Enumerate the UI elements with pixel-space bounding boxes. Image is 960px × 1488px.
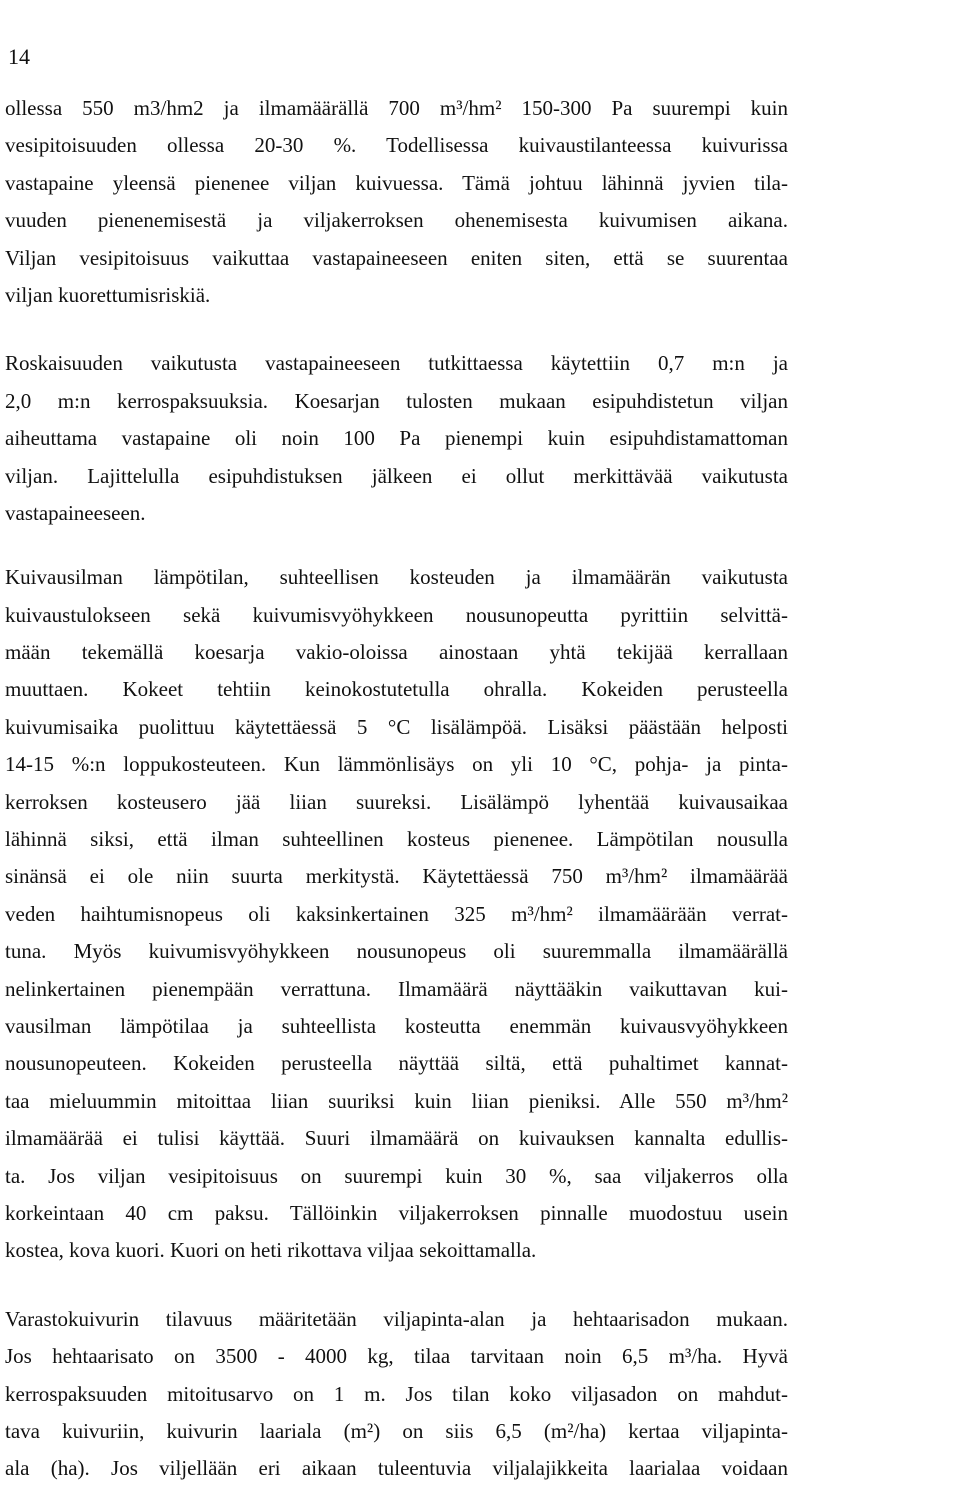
text-line: tava kuivuriin, kuivurin laariala (m²) on siis 6,5 (m²/ha) kertaa viljapinta-	[5, 1418, 788, 1443]
text-line: ilmamäärää ei tulisi käyttää. Suuri ilmamäärä on kuivauksen kannalta edullis-	[5, 1126, 788, 1151]
text-line: korkeintaan 40 cm paksu. Tällöinkin viljakerroksen pinnalle muodostuu usein	[5, 1200, 788, 1225]
text-line: Viljan vesipitoisuus vaikuttaa vastapaineeseen eniten siten, että se suurentaa	[5, 245, 788, 270]
text-line: viljan. Lajittelulla esipuhdistuksen jälkeen ei ollut merkittävää vaikutusta	[5, 463, 788, 488]
text-line: 14-15 %:n loppukosteuteen. Kun lämmönlisäys on yli 10 °C, pohja- ja pinta-	[5, 752, 788, 777]
page-number: 14	[8, 44, 30, 69]
document-body	[5, 90, 788, 1488]
text-line: vesipitoisuuden ollessa 20-30 %. Todellisessa kuivaustilanteessa kuivurissa	[5, 133, 788, 158]
paragraph-spacer	[5, 1270, 788, 1301]
text-line: viljan kuorettumisriskiä.	[5, 282, 211, 307]
text-line: Roskaisuuden vaikutusta vastapaineeseen tutkittaessa käytettiin 0,7 m:n ja	[5, 351, 788, 376]
text-line: ollessa 550 m3/hm2 ja ilmamäärällä 700 m³/hm² 150-300 Pa suurempi kuin	[5, 96, 788, 120]
text-line: veden haihtumisnopeus oli kaksinkertainen 325 m³/hm² ilmamäärään verrat-	[5, 901, 788, 926]
text-line: vastapaine yleensä pienenee viljan kuivuessa. Tämä johtuu lähinnä jyvien tila-	[5, 170, 788, 195]
text-line: vuuden pienenemisestä ja viljakerroksen ohenemisesta kuivumisen aikana.	[5, 208, 788, 233]
paragraph-back-pressure	[5, 90, 788, 314]
paragraph-spacer	[5, 314, 788, 345]
text-line: muuttaen. Kokeet tehtiin keinokostutetulla ohralla. Kokeiden perusteella	[5, 677, 788, 702]
text-line: ta. Jos viljan vesipitoisuus on suurempi kuin 30 %, saa viljakerros olla	[5, 1163, 788, 1188]
text-line: Jos hehtaarisato on 3500 - 4000 kg, tilaa tarvitaan noin 6,5 m³/ha. Hyvä	[5, 1344, 788, 1369]
text-line: nelinkertainen pienempään verrattuna. Ilmamäärä näyttääkin vaikuttavan kui-	[5, 976, 788, 1001]
text-line: aiheuttama vastapaine oli noin 100 Pa pienempi kuin esipuhdistamattoman	[5, 426, 788, 451]
text-line: ala (ha). Jos viljellään eri aikaan tuleentuvia viljalajikkeita laarialaa voidaan	[5, 1456, 788, 1481]
text-line: taa mieluummin mitoittaa liian suuriksi kuin liian pieniksi. Alle 550 m³/hm²	[5, 1088, 788, 1113]
text-line: 2,0 m:n kerrospaksuuksia. Koesarjan tulosten mukaan esipuhdistetun viljan	[5, 388, 788, 413]
paragraph-drying-air	[5, 559, 788, 1269]
text-line: Varastokuivurin tilavuus määritetään viljapinta-alan ja hehtaarisadon mukaan.	[5, 1306, 788, 1331]
text-line: kuivaustulokseen sekä kuivumisvyöhykkeen nousunopeutta pyrittiin selvittä-	[5, 602, 788, 627]
text-line: mään tekemällä koesarja vakio-oloissa ainostaan yhtä tekijää kerrallaan	[5, 640, 788, 665]
text-line: kerroksen kosteusero jää liian suureksi. Lisälämpö lyhentää kuivausaikaa	[5, 789, 788, 814]
text-line: lähinnä siksi, että ilman suhteellinen kosteus pienenee. Lämpötilan nousulla	[5, 827, 788, 852]
text-line: nousunopeuteen. Kokeiden perusteella näyttää siltä, että puhaltimet kannat-	[5, 1051, 788, 1076]
text-line: kuivumisaika puolittuu käytettäessä 5 °C lisälämpöä. Lisäksi päästään helposti	[5, 714, 788, 739]
text-line: sinänsä ei ole niin suurta merkitystä. Käytettäessä 750 m³/hm² ilmamäärää	[5, 864, 788, 889]
text-line: kerrospaksuuden mitoitusarvo on 1 m. Jos tilan koko viljasadon on mahdut-	[5, 1381, 788, 1406]
text-line: tuna. Myös kuivumisvyöhykkeen nousunopeus oli suuremmalla ilmamäärällä	[5, 939, 788, 964]
paragraph-spacer	[5, 532, 788, 559]
text-line: vastapaineeseen.	[5, 500, 146, 525]
text-line: Kuivausilman lämpötilan, suhteellisen kosteuden ja ilmamäärän vaikutusta	[5, 565, 788, 590]
paragraph-impurities	[5, 345, 788, 532]
paragraph-storage-dryer	[5, 1301, 788, 1488]
text-line: kostea, kova kuori. Kuori on heti rikottava viljaa sekoittamalla.	[5, 1238, 537, 1263]
text-line: vausilman lämpötilaa ja suhteellista kosteutta enemmän kuivausvyöhykkeen	[5, 1013, 788, 1038]
